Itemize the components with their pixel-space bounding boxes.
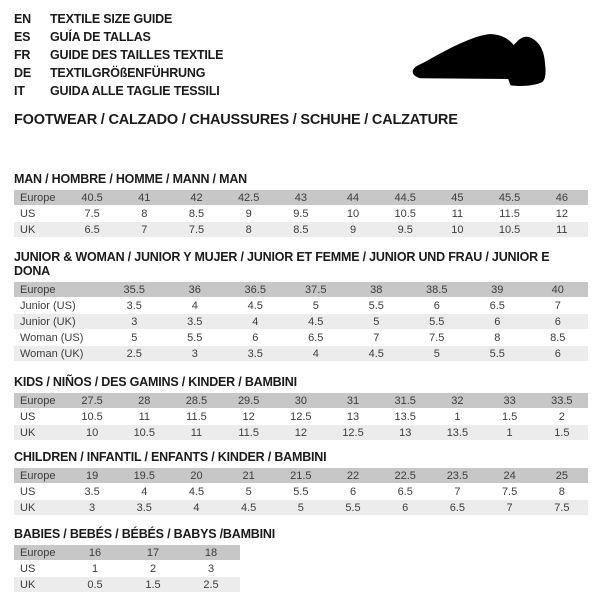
- size-cell: 3: [104, 314, 165, 330]
- size-cell: 4.5: [286, 314, 347, 330]
- size-cell: 45.5: [484, 190, 536, 206]
- size-cell: 12: [223, 409, 275, 425]
- size-cell: 40.5: [66, 190, 118, 206]
- size-cell: 29.5: [223, 393, 275, 409]
- size-cell: 11: [431, 206, 483, 222]
- size-cell: 3.5: [66, 484, 118, 500]
- size-cell: 12.5: [327, 425, 379, 441]
- row-label: Europe: [14, 393, 66, 409]
- size-table-children: [14, 468, 588, 516]
- size-cell: 0.5: [66, 577, 124, 593]
- size-cell: 10: [66, 425, 118, 441]
- size-cell: 4.5: [225, 298, 286, 314]
- section-title: KIDS / NIÑOS / DES GAMINS / KINDER / BAMBINI: [14, 375, 297, 389]
- size-cell: 16: [66, 545, 124, 561]
- size-cell: 1.5: [484, 409, 536, 425]
- size-cell: 5.5: [467, 346, 528, 362]
- row-label: Woman (US): [14, 330, 104, 346]
- size-cell: 7: [118, 222, 170, 238]
- size-cell: 2: [536, 409, 588, 425]
- size-cell: 6: [528, 346, 589, 362]
- guide-title: GUIDA ALLE TAGLIE TESSILI: [50, 84, 220, 98]
- row-label: Europe: [14, 190, 66, 206]
- size-cell: 22: [327, 468, 379, 484]
- size-cell: 24: [484, 468, 536, 484]
- category-title: FOOTWEAR / CALZADO / CHAUSSURES / SCHUHE / CALZATURE: [14, 112, 458, 128]
- size-cell: 46: [536, 190, 588, 206]
- size-cell: 2.5: [182, 577, 240, 593]
- size-cell: 8: [223, 222, 275, 238]
- size-cell: 23.5: [431, 468, 483, 484]
- row-label: US: [14, 409, 66, 425]
- row-label: Junior (UK): [14, 314, 104, 330]
- size-cell: 27.5: [66, 393, 118, 409]
- size-cell: 7.5: [484, 484, 536, 500]
- size-cell: 8: [467, 330, 528, 346]
- size-cell: 38: [346, 282, 407, 298]
- size-cell: 10.5: [118, 425, 170, 441]
- size-cell: 7.5: [66, 206, 118, 222]
- section-man: [14, 172, 588, 238]
- row-label: UK: [14, 577, 66, 593]
- size-cell: 1.5: [124, 577, 182, 593]
- size-cell: 5.5: [275, 484, 327, 500]
- size-cell: 36.5: [225, 282, 286, 298]
- size-cell: 8: [536, 484, 588, 500]
- size-cell: 7: [528, 298, 589, 314]
- size-cell: 41: [118, 190, 170, 206]
- size-cell: 1: [431, 409, 483, 425]
- size-cell: 6: [407, 298, 468, 314]
- size-cell: 45: [431, 190, 483, 206]
- table-row: [14, 330, 588, 346]
- table-row: [14, 190, 588, 206]
- language-code: DE: [14, 66, 31, 80]
- size-cell: 35.5: [104, 282, 165, 298]
- row-label: Europe: [14, 468, 66, 484]
- table-row: [14, 409, 588, 425]
- size-cell: 7: [346, 330, 407, 346]
- size-cell: 4: [170, 500, 222, 516]
- table-row: [14, 206, 588, 222]
- size-cell: 38.5: [407, 282, 468, 298]
- section-title: MAN / HOMBRE / HOMME / MANN / MAN: [14, 172, 247, 186]
- size-table-kids: [14, 393, 588, 441]
- size-cell: 5: [286, 298, 347, 314]
- size-cell: 20: [170, 468, 222, 484]
- size-cell: 44.5: [379, 190, 431, 206]
- row-label: UK: [14, 222, 66, 238]
- row-label: Europe: [14, 282, 104, 298]
- section-title: JUNIOR & WOMAN / JUNIOR Y MUJER / JUNIOR ET FEMME / JUNIOR UND FRAU / JUNIOR E DONA: [14, 250, 550, 278]
- row-label: US: [14, 484, 66, 500]
- size-cell: 6: [528, 314, 589, 330]
- size-cell: 4: [286, 346, 347, 362]
- language-list: [14, 10, 394, 100]
- guide-title: TEXTILGRÖßENFÜHRUNG: [50, 66, 206, 80]
- size-cell: 19: [66, 468, 118, 484]
- size-cell: 21.5: [275, 468, 327, 484]
- table-row: [14, 298, 588, 314]
- size-cell: 12: [275, 425, 327, 441]
- guide-title: TEXTILE SIZE GUIDE: [50, 12, 173, 26]
- table-row: [14, 561, 240, 577]
- size-cell: 37.5: [286, 282, 347, 298]
- language-code: IT: [14, 84, 25, 98]
- table-row: [14, 314, 588, 330]
- size-cell: 4.5: [223, 500, 275, 516]
- size-cell: 5.5: [165, 330, 226, 346]
- size-cell: 44: [327, 190, 379, 206]
- table-row: [14, 500, 588, 516]
- size-cell: 5.5: [327, 500, 379, 516]
- size-cell: 6: [379, 500, 431, 516]
- size-cell: 10.5: [66, 409, 118, 425]
- size-cell: 6.5: [66, 222, 118, 238]
- language-code: EN: [14, 12, 31, 26]
- size-cell: 30: [275, 393, 327, 409]
- size-cell: 10: [431, 222, 483, 238]
- row-label: US: [14, 206, 66, 222]
- row-label: UK: [14, 425, 66, 441]
- table-row: [14, 484, 588, 500]
- size-cell: 42: [170, 190, 222, 206]
- size-cell: 13.5: [431, 425, 483, 441]
- size-cell: 1: [66, 561, 124, 577]
- section-title: CHILDREN / INFANTIL / ENFANTS / KINDER / BAMBINI: [14, 450, 327, 464]
- row-label: UK: [14, 500, 66, 516]
- size-cell: 11.5: [223, 425, 275, 441]
- size-cell: 6: [467, 314, 528, 330]
- size-cell: 4: [118, 484, 170, 500]
- size-cell: 3.5: [165, 314, 226, 330]
- table-row: [14, 577, 240, 593]
- size-cell: 9.5: [379, 222, 431, 238]
- size-cell: 5: [407, 346, 468, 362]
- size-cell: 31.5: [379, 393, 431, 409]
- size-cell: 40: [528, 282, 589, 298]
- size-cell: 5: [104, 330, 165, 346]
- size-cell: 3.5: [118, 500, 170, 516]
- size-cell: 11.5: [484, 206, 536, 222]
- dress-shoe-icon: [395, 18, 575, 103]
- size-cell: 10.5: [484, 222, 536, 238]
- size-cell: 33.5: [536, 393, 588, 409]
- language-code: FR: [14, 48, 31, 62]
- size-cell: 6.5: [379, 484, 431, 500]
- size-cell: 7.5: [170, 222, 222, 238]
- size-cell: 22.5: [379, 468, 431, 484]
- size-cell: 3.5: [225, 346, 286, 362]
- table-row: [14, 346, 588, 362]
- size-cell: 3: [182, 561, 240, 577]
- size-cell: 7: [431, 484, 483, 500]
- section-babies: [14, 527, 588, 593]
- size-cell: 6: [225, 330, 286, 346]
- language-code: ES: [14, 30, 31, 44]
- section-children: [14, 450, 588, 516]
- table-row: [14, 468, 588, 484]
- size-cell: 12.5: [275, 409, 327, 425]
- row-label: Woman (UK): [14, 346, 104, 362]
- table-row: [14, 393, 588, 409]
- size-cell: 39: [467, 282, 528, 298]
- size-cell: 5.5: [346, 298, 407, 314]
- size-cell: 19.5: [118, 468, 170, 484]
- size-cell: 2.5: [104, 346, 165, 362]
- size-cell: 4.5: [346, 346, 407, 362]
- size-cell: 6.5: [431, 500, 483, 516]
- size-cell: 28: [118, 393, 170, 409]
- size-cell: 6: [327, 484, 379, 500]
- size-cell: 7: [484, 500, 536, 516]
- row-label: Europe: [14, 545, 66, 561]
- language-row: [14, 64, 394, 82]
- size-cell: 8.5: [275, 222, 327, 238]
- size-cell: 7.5: [536, 500, 588, 516]
- size-table-babies: [14, 545, 240, 593]
- size-cell: 6.5: [286, 330, 347, 346]
- size-cell: 10.5: [379, 206, 431, 222]
- language-row: [14, 28, 394, 46]
- size-table-junior-woman: [14, 282, 588, 362]
- size-cell: 13: [379, 425, 431, 441]
- size-cell: 1.5: [536, 425, 588, 441]
- size-cell: 3: [66, 500, 118, 516]
- size-cell: 8.5: [528, 330, 589, 346]
- size-cell: 4: [165, 298, 226, 314]
- size-cell: 5: [275, 500, 327, 516]
- size-cell: 13: [327, 409, 379, 425]
- size-table-man: [14, 190, 588, 238]
- size-cell: 43: [275, 190, 327, 206]
- size-cell: 21: [223, 468, 275, 484]
- size-cell: 17: [124, 545, 182, 561]
- size-cell: 36: [165, 282, 226, 298]
- size-cell: 42.5: [223, 190, 275, 206]
- size-cell: 18: [182, 545, 240, 561]
- size-cell: 11: [536, 222, 588, 238]
- section-kids: [14, 375, 588, 441]
- size-cell: 9: [223, 206, 275, 222]
- language-row: [14, 82, 394, 100]
- size-cell: 8: [118, 206, 170, 222]
- guide-title: GUIDE DES TAILLES TEXTILE: [50, 48, 224, 62]
- size-cell: 28.5: [170, 393, 222, 409]
- size-cell: 11.5: [170, 409, 222, 425]
- row-label: Junior (US): [14, 298, 104, 314]
- table-row: [14, 425, 588, 441]
- row-label: US: [14, 561, 66, 577]
- size-cell: 31: [327, 393, 379, 409]
- size-cell: 12: [536, 206, 588, 222]
- size-cell: 3.5: [104, 298, 165, 314]
- size-cell: 11: [118, 409, 170, 425]
- language-row: [14, 10, 394, 28]
- language-row: [14, 46, 394, 64]
- table-row: [14, 545, 240, 561]
- size-cell: 33: [484, 393, 536, 409]
- table-row: [14, 222, 588, 238]
- section-title: BABIES / BEBÉS / BÉBÉS / BABYS /BAMBINI: [14, 527, 275, 541]
- size-cell: 11: [170, 425, 222, 441]
- size-cell: 5.5: [407, 314, 468, 330]
- size-cell: 8.5: [170, 206, 222, 222]
- size-cell: 2: [124, 561, 182, 577]
- size-cell: 13.5: [379, 409, 431, 425]
- guide-title: GUÍA DE TALLAS: [50, 30, 151, 44]
- table-row: [14, 282, 588, 298]
- size-cell: 4.5: [170, 484, 222, 500]
- section-junior-woman: [14, 250, 588, 362]
- size-cell: 6.5: [467, 298, 528, 314]
- size-cell: 7.5: [407, 330, 468, 346]
- size-cell: 10: [327, 206, 379, 222]
- size-cell: 3: [165, 346, 226, 362]
- size-cell: 9.5: [275, 206, 327, 222]
- size-cell: 25: [536, 468, 588, 484]
- size-cell: 5: [346, 314, 407, 330]
- size-cell: 32: [431, 393, 483, 409]
- size-cell: 5: [223, 484, 275, 500]
- size-cell: 4: [225, 314, 286, 330]
- size-cell: 1: [484, 425, 536, 441]
- size-cell: 9: [327, 222, 379, 238]
